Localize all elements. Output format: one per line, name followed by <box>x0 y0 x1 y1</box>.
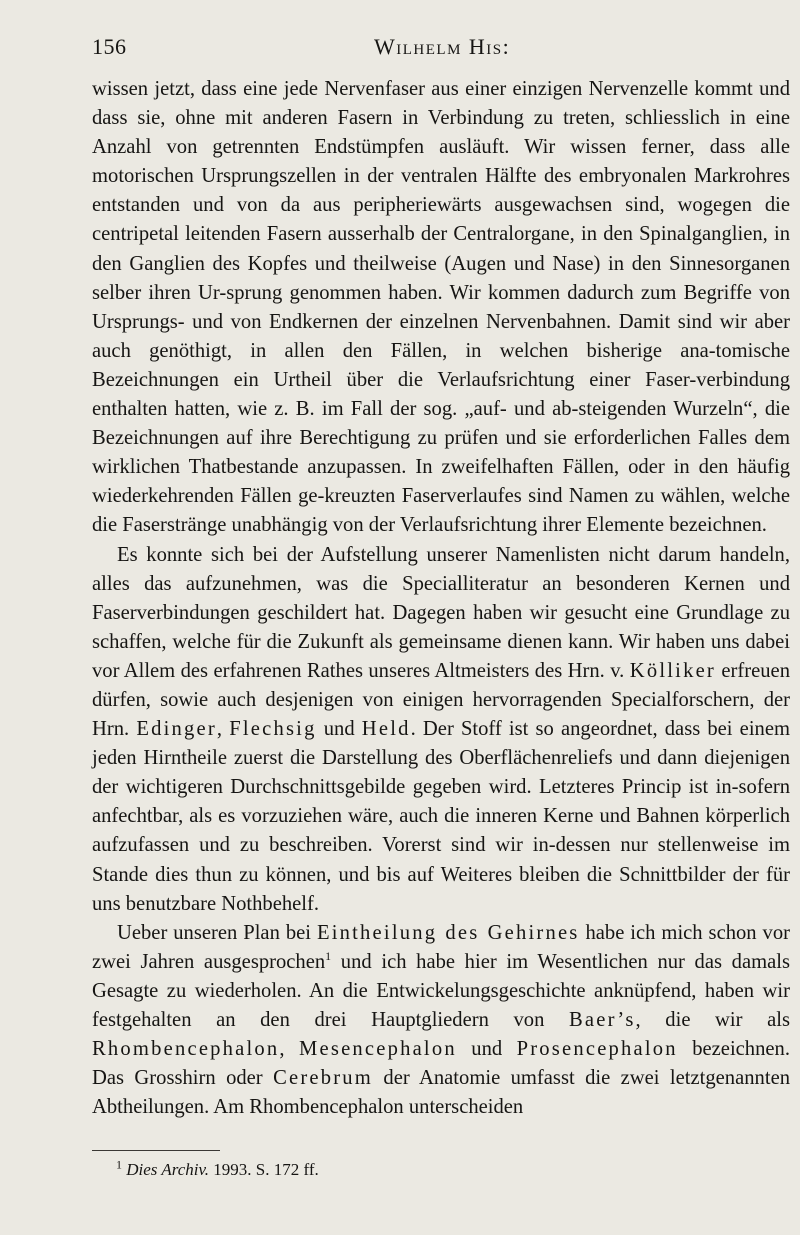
footnote-reference: 1993. S. 172 ff. <box>213 1160 319 1179</box>
text-run: bezeichnen. Das Grosshirn oder <box>92 1038 790 1090</box>
spaced-emphasis: Edinger <box>136 718 217 741</box>
text-run: habe ich mich schon vor zwei Jahren ausgesprochen <box>92 921 791 973</box>
spaced-emphasis: Rhombencephalon <box>92 1038 280 1061</box>
paragraph <box>92 541 790 919</box>
spaced-emphasis: Prosencephalon <box>516 1038 678 1061</box>
text-run: , <box>279 1038 299 1061</box>
text-run: erfreuen dürfen, sowie auch desjenigen von einigen hervorragenden Specialforschern, der Hrn. <box>92 659 790 741</box>
text-run: , <box>216 718 230 741</box>
text-run: und <box>456 1038 517 1061</box>
body-text <box>92 75 790 1122</box>
text-run: und ich habe hier im Wesentlichen nur das damals Gesagte zu wiederholen. An die Entwickelungsgeschichte anknüpfend, haben wir festgehalten an den drei Hauptgliedern von <box>92 950 790 1031</box>
text-run: . Der Stoff ist so angeordnet, dass bei einem jeden Hirntheile zuerst die Darstellung des Oberflächenreliefs und dann diejenigen der wichtigeren Durchschnittsgebilde gegeben wird. Letzteres Princip ist in-sofern anfechtbar, als es vorzuziehen wäre, auch die inneren Kerne und Bahnen körperlich aufzufassen und zu beschreiben. Vorerst sind wir in-dessen nur stellenweise im Stande dies thun zu können, und bis auf Weiteres bleiben die Schnittbilder der für uns benutzbare Nothbehelf. <box>92 718 790 915</box>
text-run: wissen jetzt, dass eine jede Nervenfaser aus einer einzigen Nervenzelle kommt und dass sie, ohne mit anderen Fasern in Verbindung zu treten, schliesslich in eine Anzahl von getrennten Endstümpfen ausläuft. Wir wissen ferner, dass alle motorischen Ursprungszellen in der ventralen Hälfte des embryonalen Markrohres entstanden und von da aus peripheriewärts ausgewachsen sind, wogegen die centripetal leitenden Fasern ausserhalb der Centralorgane, in den Spinalganglien, in den Ganglien des Kopfes und theilweise (Augen und Nase) in den Sinnesorganen selber ihren Ur-sprung genommen haben. Wir kommen dadurch zum Begriffe von Ursprungs- und von Endkernen der einzelnen Nervenbahnen. Damit sind wir aber auch genöthigt, in allen den Fällen, in welchen bisherige ana-tomische Bezeichnungen ein Urtheil über die Verlaufsrichtung einer Faser-verbindung enthalten hatten, wie z. B. im Fall der sog. „auf- und ab-steigenden Wurzeln“, die Bezeichnungen auf ihre Berechtigung zu prüfen und sie erforderlichen Falles dem wirklichen Thatbestande anzupassen. In zweifelhaften Fällen, oder in den häufig wiederkehrenden Fällen ge-kreuzten Faserverlaufes sind Namen zu wählen, welche die Faserstränge unabhängig von der Verlaufsrichtung ihrer Elemente bezeichnen. <box>92 78 790 537</box>
text-run: , die wir als <box>635 1009 790 1031</box>
paragraph <box>92 75 790 541</box>
spaced-emphasis: Mesencephalon <box>299 1038 457 1061</box>
spaced-emphasis: Eintheilung des Gehirnes <box>316 921 580 944</box>
spaced-emphasis: Cerebrum <box>273 1067 374 1090</box>
spaced-emphasis: Flechsig <box>229 718 317 741</box>
paragraph <box>92 919 790 1123</box>
spaced-emphasis: Kölliker <box>629 659 716 682</box>
running-title: Wilhelm His: <box>374 34 511 59</box>
spaced-emphasis: Baer’s <box>568 1009 636 1031</box>
spaced-emphasis: Held <box>361 718 411 741</box>
footnote-marker: 1 <box>116 1157 122 1172</box>
text-run: der Anatomie umfasst die zwei letztgenannten Abtheilungen. Am Rhombencephalon unterscheiden <box>92 1067 791 1119</box>
footnote-source: Dies Archiv. <box>126 1160 210 1179</box>
footnote-ref-marker: 1 <box>325 948 332 963</box>
footnote <box>116 1159 776 1181</box>
text-run: Ueber unseren Plan bei <box>117 921 317 944</box>
page-number: 156 <box>92 34 127 59</box>
running-head <box>92 34 792 62</box>
text-run: Es konnte sich bei der Aufstellung unserer Namenlisten nicht darum handeln, alles das aufzunehmen, was die Specialliteratur an besonderen Kernen und Faserverbindungen geschildert hat. Dagegen haben wir gesucht eine Grundlage zu schaffen, welche für die Zukunft als gemeinsame dienen kann. Wir haben uns dabei vor Allem des erfahrenen Rathes unseres Altmeisters des Hrn. v. <box>92 543 790 682</box>
footnote-rule <box>92 1150 220 1151</box>
text-run: und <box>316 718 362 741</box>
